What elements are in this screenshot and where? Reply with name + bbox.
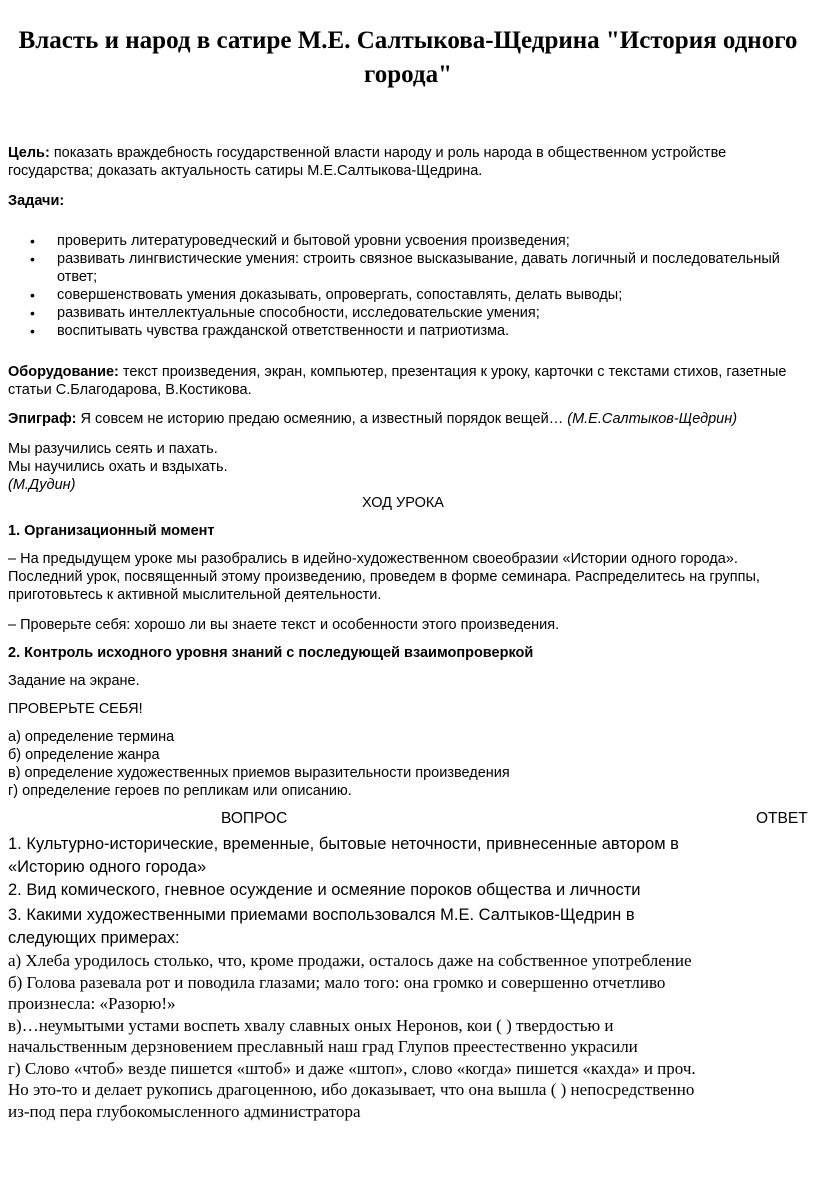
question-column-header: ВОПРОС	[221, 810, 288, 827]
poem-line: Мы научились охать и вздыхать.	[8, 459, 228, 475]
example-item: а) Хлеба уродилось столько, что, кроме продажи, осталось даже на собственное употребление	[8, 951, 692, 970]
poem-line: Мы разучились сеять и пахать.	[8, 441, 218, 457]
question-2: 2. Вид комического, гневное осуждение и осмеяние пороков общества и личности	[8, 881, 641, 899]
section1-title: 1. Организационный момент	[8, 523, 215, 539]
answer-column-header: ОТВЕТ	[756, 810, 808, 827]
equipment-label: Оборудование:	[8, 364, 119, 380]
list-item: в) определение художественных приемов выразительности произведения	[8, 765, 510, 781]
epigraph-paragraph	[8, 410, 808, 428]
question-1: 1. Культурно-исторические, временные, бытовые неточности, привнесенные автором в «Историю одного города»	[8, 835, 679, 876]
section1-paragraph: – На предыдущем уроке мы разобрались в идейно-художественном своеобразии «Истории одного города». Последний урок, посвященный этому произведению, проведем в форме семинара. Распределитесь на группы, приготовьтесь к активной мыслительной деятельности.	[8, 551, 760, 603]
goal-label: Цель:	[8, 145, 50, 161]
list-item: • совершенствовать умения доказывать, опровергать, сопоставлять, делать выводы;	[0, 286, 800, 304]
section2-title: 2. Контроль исходного уровня знаний с последующей взаимопроверкой	[8, 645, 534, 661]
list-item: а) определение термина	[8, 729, 175, 745]
tasks-label: Задачи:	[8, 193, 65, 209]
examples-block	[8, 950, 708, 1122]
example-item: г) Слово «чтоб» везде пишется «штоб» и даже «штоп», слово «когда» пишется «кахда» и проч. Но это-то и делает рукопись драгоценною, ибо доказывает, что она вышла ( ) непосредственно из-под пера глубокомысленного администратора	[8, 1058, 696, 1121]
section1-check-paragraph: – Проверьте себя: хорошо ли вы знаете текст и особенности этого произведения.	[8, 617, 560, 633]
question-3: 3. Какими художественными приемами воспользовался М.Е. Салтыков-Щедрин в следующих примерах:	[8, 906, 635, 947]
check-items	[8, 728, 808, 800]
poem-author: (М.Дудин)	[8, 477, 76, 493]
list-item: • развивать лингвистические умения: строить связное высказывание, давать логичный и последовательный ответ;	[0, 250, 800, 286]
lesson-heading: ХОД УРОКА	[362, 495, 444, 511]
list-item: • воспитывать чувства гражданской ответственности и патриотизма.	[0, 322, 800, 340]
tasks-list	[0, 232, 800, 340]
list-item: • развивать интеллектуальные способности, исследовательские умения;	[0, 304, 800, 322]
list-item: • проверить литературоведческий и бытовой уровни усвоения произведения;	[0, 232, 800, 250]
epigraph-label: Эпиграф:	[8, 411, 77, 427]
list-item: г) определение героев по репликам или описанию.	[8, 783, 352, 799]
epigraph-text: Я совсем не историю предаю осмеянию, а известный порядок вещей…	[76, 411, 568, 427]
goal-text: показать враждебность государственной власти народу и роль народа в общественном устройстве государства; доказать актуальность сатиры М.Е.Салтыкова-Щедрина.	[8, 145, 727, 179]
screen-task: Задание на экране.	[8, 673, 140, 689]
example-item: б) Голова разевала рот и поводила глазами; мало того: она громко и совершенно отчетливо произнесла: «Разорю!»	[8, 972, 666, 1013]
page-title: Власть и народ в сатире М.Е. Салтыкова-Щедрина "История одного города"	[18, 27, 798, 88]
equipment-text: текст произведения, экран, компьютер, презентация к уроку, карточки с текстами стихов, газетные статьи С.Благодарова, В.Костикова.	[8, 364, 787, 398]
poem-block	[8, 440, 808, 494]
equipment-paragraph	[8, 363, 808, 399]
list-item: б) определение жанра	[8, 747, 160, 763]
check-yourself: ПРОВЕРЬТЕ СЕБЯ!	[8, 701, 143, 717]
goal-paragraph	[8, 144, 808, 180]
epigraph-author: (М.Е.Салтыков-Щедрин)	[567, 411, 738, 427]
example-item: в)…неумытыми устами воспеть хвалу славных оных Неронов, кои ( ) твердостью и начальственным дерзновением преславный наш град Глупов преестественно украсили	[8, 1015, 638, 1056]
